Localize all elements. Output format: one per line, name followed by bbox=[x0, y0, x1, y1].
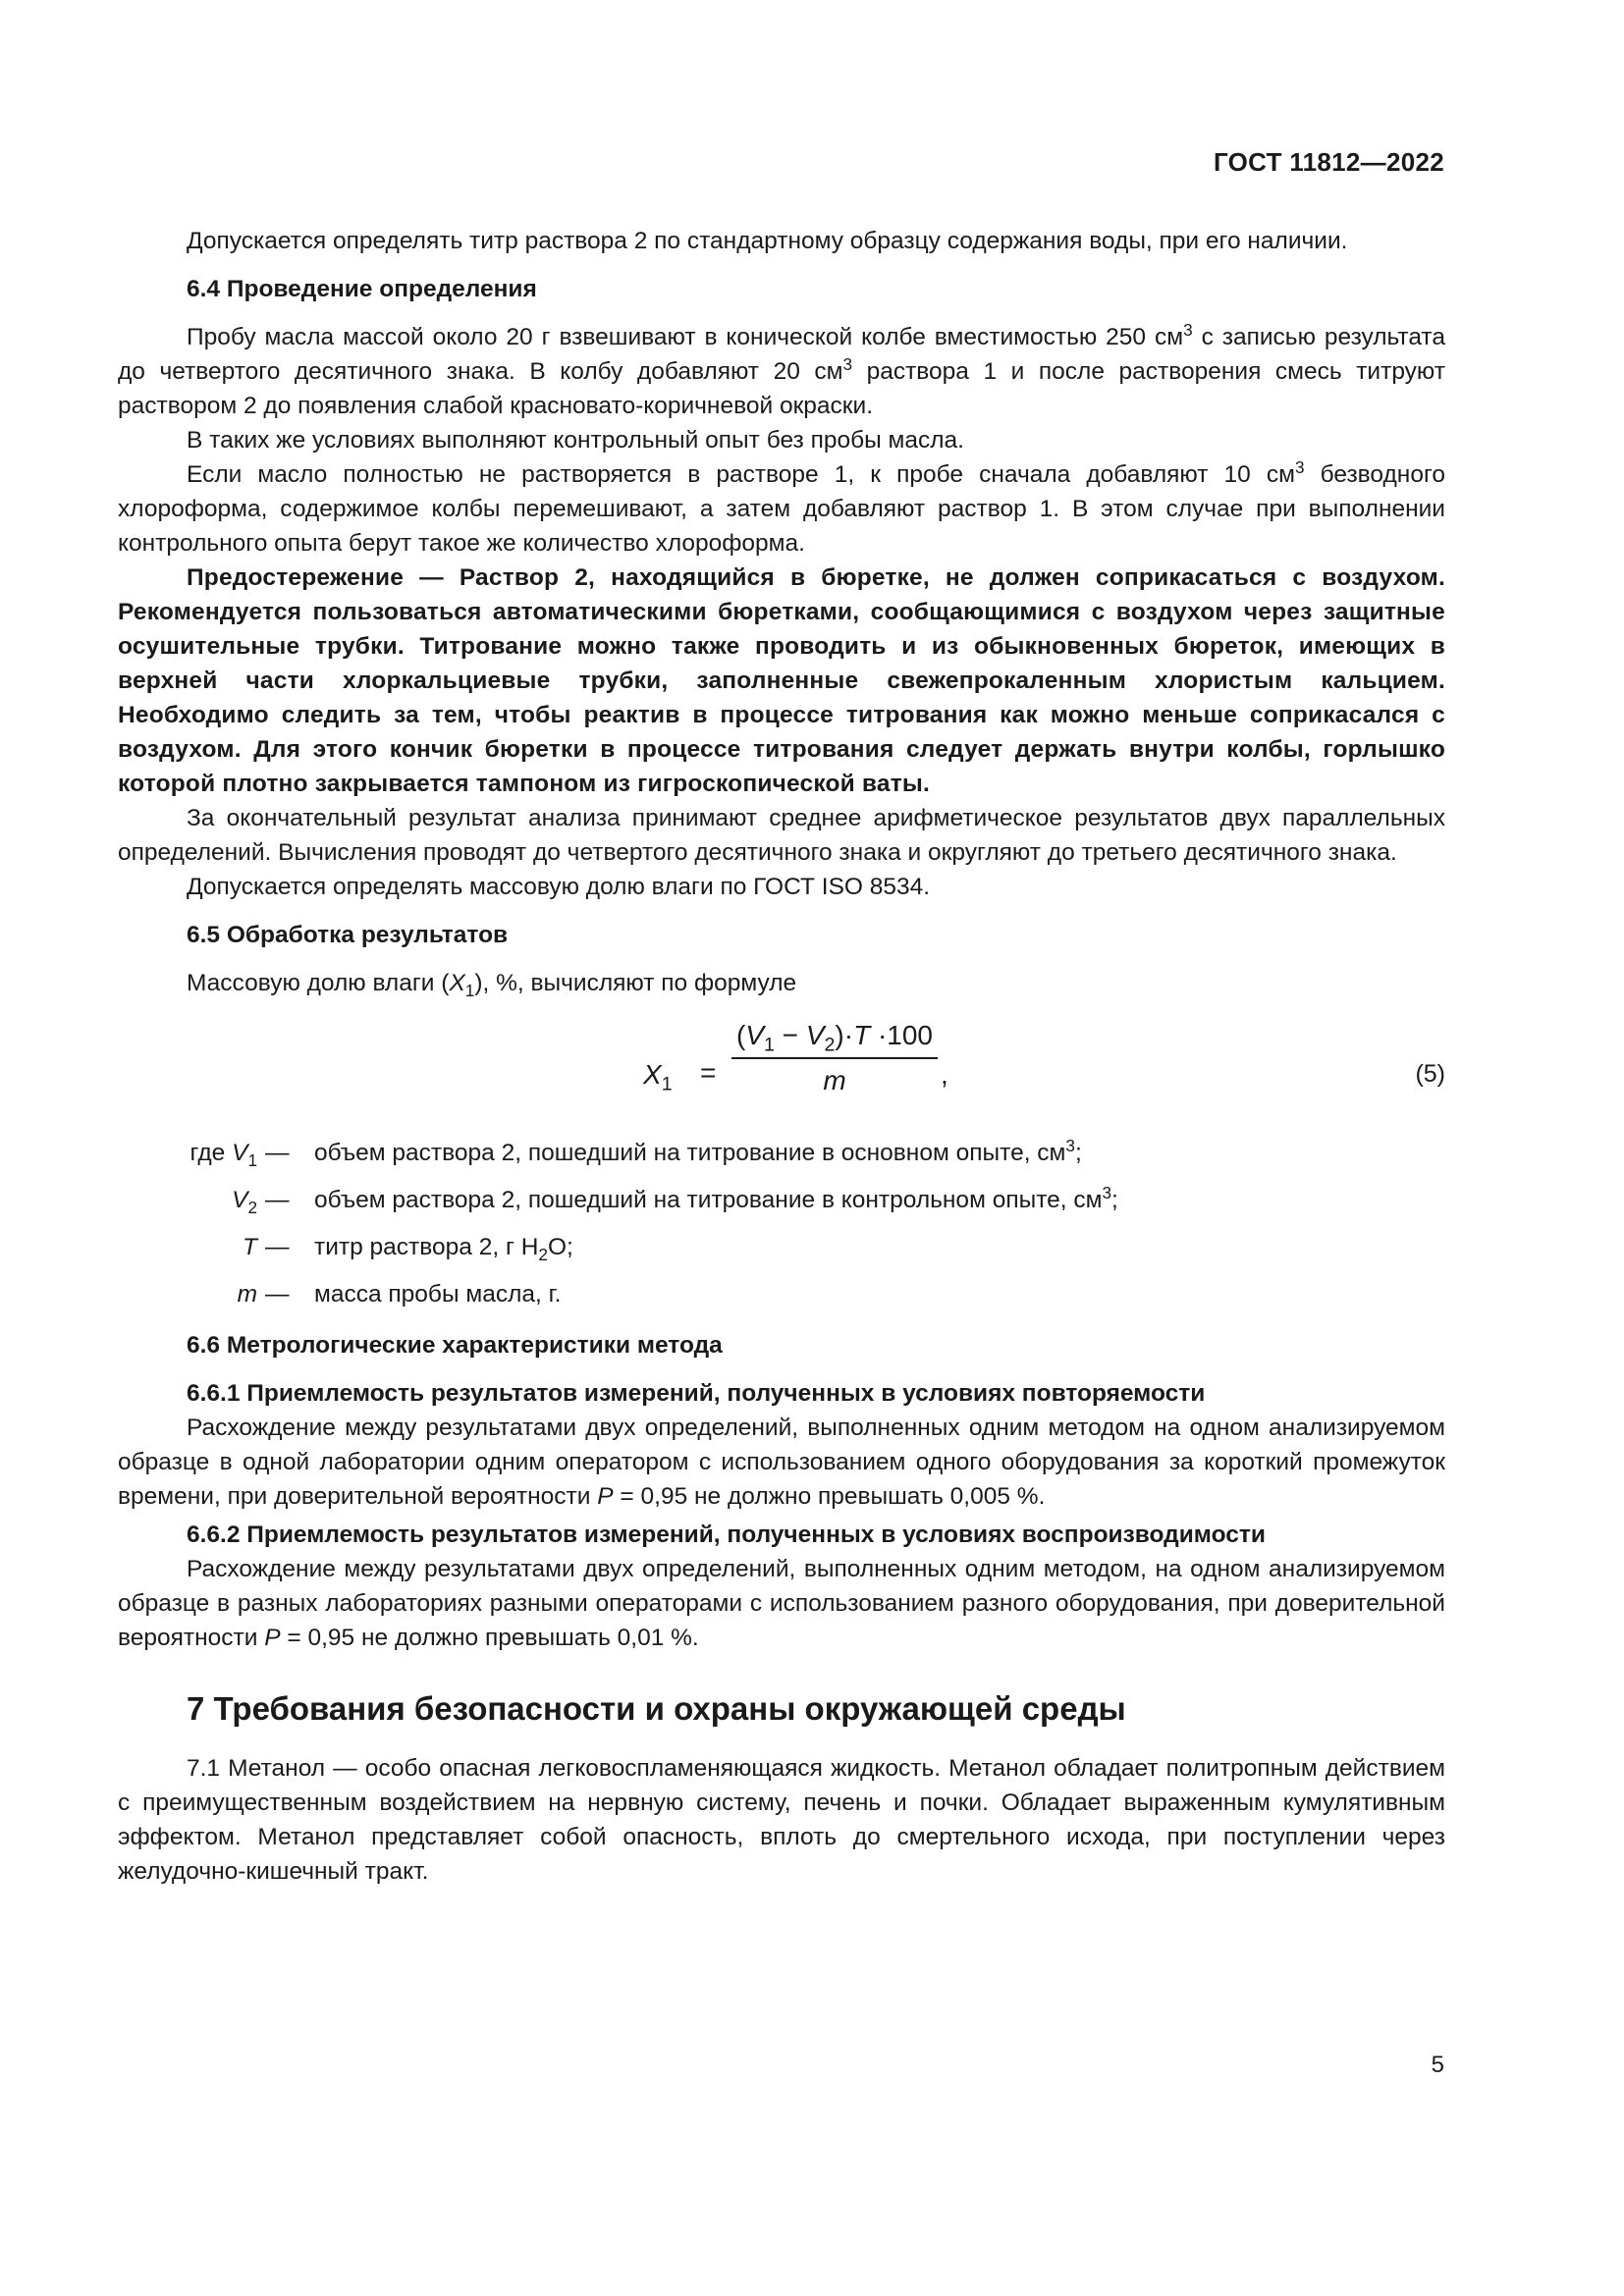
section-6-4-paragraph-2: В таких же условиях выполняют контрольный опыт без пробы масла. bbox=[187, 427, 964, 454]
formula-intro: Массовую долю влаги $(X_1)$, %, вычисляют по формуле bbox=[187, 970, 797, 1000]
section-6-4-paragraph-3: Если масло полностью не растворяется в растворе 1, к пробе сначала добавляют 10 $см^3$ безводного хлороформа, содержимое колбы перемешивают, а затем добавляют раствор 1. В этом случае при выполнении контрольного опыта берут такое же количество хлороформа. bbox=[118, 456, 1445, 557]
formula-number: (5) bbox=[1415, 1060, 1445, 1088]
formula-fraction bbox=[731, 1018, 938, 1097]
section-6-4-paragraph-1: Пробу масла массой около 20 г взвешивают в конической колбе вместимостью 250 $см^3$ с записью результата до четвертого десятичного знака. В колбу добавляют 20 $см^3$ раствора 1 и после растворения смесь титруют раствором 2 до появления слабой красновато-коричневой окраски. bbox=[118, 319, 1446, 419]
legend-row: T — титр раствора 2, г $H_2O$; bbox=[243, 1234, 573, 1264]
document-code: ГОСТ 11812—2022 bbox=[1213, 147, 1444, 177]
formula-lhs: $X_1$ bbox=[643, 1059, 673, 1095]
page-number: 5 bbox=[1431, 2052, 1444, 2078]
legend-row: $V_2$ — объем раствора 2, пошедший на титрование в контрольном опыте, $см^3$; bbox=[232, 1182, 1118, 1217]
formula-comma: , bbox=[941, 1059, 948, 1090]
section-6-5-heading: 6.5 Обработка результатов bbox=[187, 922, 509, 948]
section-6-6-heading: 6.6 Метрологические характеристики метода bbox=[187, 1332, 723, 1359]
section-6-6-1-paragraph: Расхождение между результатами двух определений, выполненных одним методом на одном анализируемом образце в одной лаборатории одним оператором с использованием одного оборудования за короткий промежуток времени, при доверительной вероятности P = 0,95 не должно превышать 0,005 %. bbox=[118, 1415, 1445, 1510]
legend-row: m — масса пробы масла, г. bbox=[237, 1281, 562, 1308]
formula-equals: = bbox=[700, 1057, 717, 1088]
formula-legend bbox=[118, 1136, 1445, 1324]
intro-paragraph: Допускается определять титр раствора 2 по стандартному образцу содержания воды, при его наличии. bbox=[187, 228, 1348, 254]
section-6-4-paragraph-4: За окончательный результат анализа принимают среднее арифметическое результатов двух параллельных определений. Вычисления проводят до четвертого десятичного знака и округляют до третьего десятичного знака. bbox=[118, 805, 1445, 866]
section-6-4-paragraph-5: Допускается определять массовую долю влаги по ГОСТ ISO 8534. bbox=[187, 874, 931, 900]
section-6-6-2-paragraph: Расхождение между результатами двух определений, выполненных одним методом, на одном анализируемом образце в разных лабораториях разными операторами с использованием разного оборудования, при доверительной вероятности P = 0,95 не должно превышать 0,01 %. bbox=[118, 1556, 1445, 1651]
formula-numerator: $(V_1 - V_2)\cdot T \cdot 100$ bbox=[731, 1018, 938, 1059]
warning-paragraph: Предостережение — Раствор 2, находящийся в бюретке, не должен соприкасаться с воздухом. Рекомендуется пользоваться автоматическими бюретками, сообщающимися с воздухом через защитные осушительные трубки. Титрование можно также проводить и из обыкновенных бюреток, имеющих в верхней части хлоркальциевые трубки, заполненные свежепрокаленным хлористым кальцием. Необходимо следить за тем, чтобы реактив в процессе титрования как можно меньше соприкасался с воздухом. Для этого кончик бюретки в процессе титрования следует держать внутри колбы, горлышко которой плотно закрывается тампоном из гигроскопической ваты. bbox=[118, 564, 1445, 797]
formula-denominator: m bbox=[823, 1065, 846, 1095]
legend-row: где $V_1$ — объем раствора 2, пошедший на титрование в основном опыте, $см^3$; bbox=[189, 1135, 1082, 1170]
section-6-6-1-heading: 6.6.1 Приемлемость результатов измерений, полученных в условиях повторяемости bbox=[187, 1380, 1206, 1407]
section-6-4-heading: 6.4 Проведение определения bbox=[187, 276, 537, 302]
section-7-1-paragraph: 7.1 Метанол — особо опасная легковоспламеняющаяся жидкость. Метанол обладает политропным действием с преимущественным воздействием на нервную систему, печень и почки. Обладает выраженным кумулятивным эффектом. Метанол представляет собой опасность, вплоть до смертельного исхода, при поступлении через желудочно-кишечный тракт. bbox=[118, 1755, 1445, 1885]
section-6-6-2-heading: 6.6.2 Приемлемость результатов измерений, полученных в условиях воспроизводимости bbox=[187, 1522, 1266, 1548]
formula-5 bbox=[118, 1018, 1445, 1126]
document-body bbox=[118, 224, 1445, 1889]
section-7-heading: 7 Требования безопасности и охраны окружающей среды bbox=[187, 1690, 1126, 1727]
